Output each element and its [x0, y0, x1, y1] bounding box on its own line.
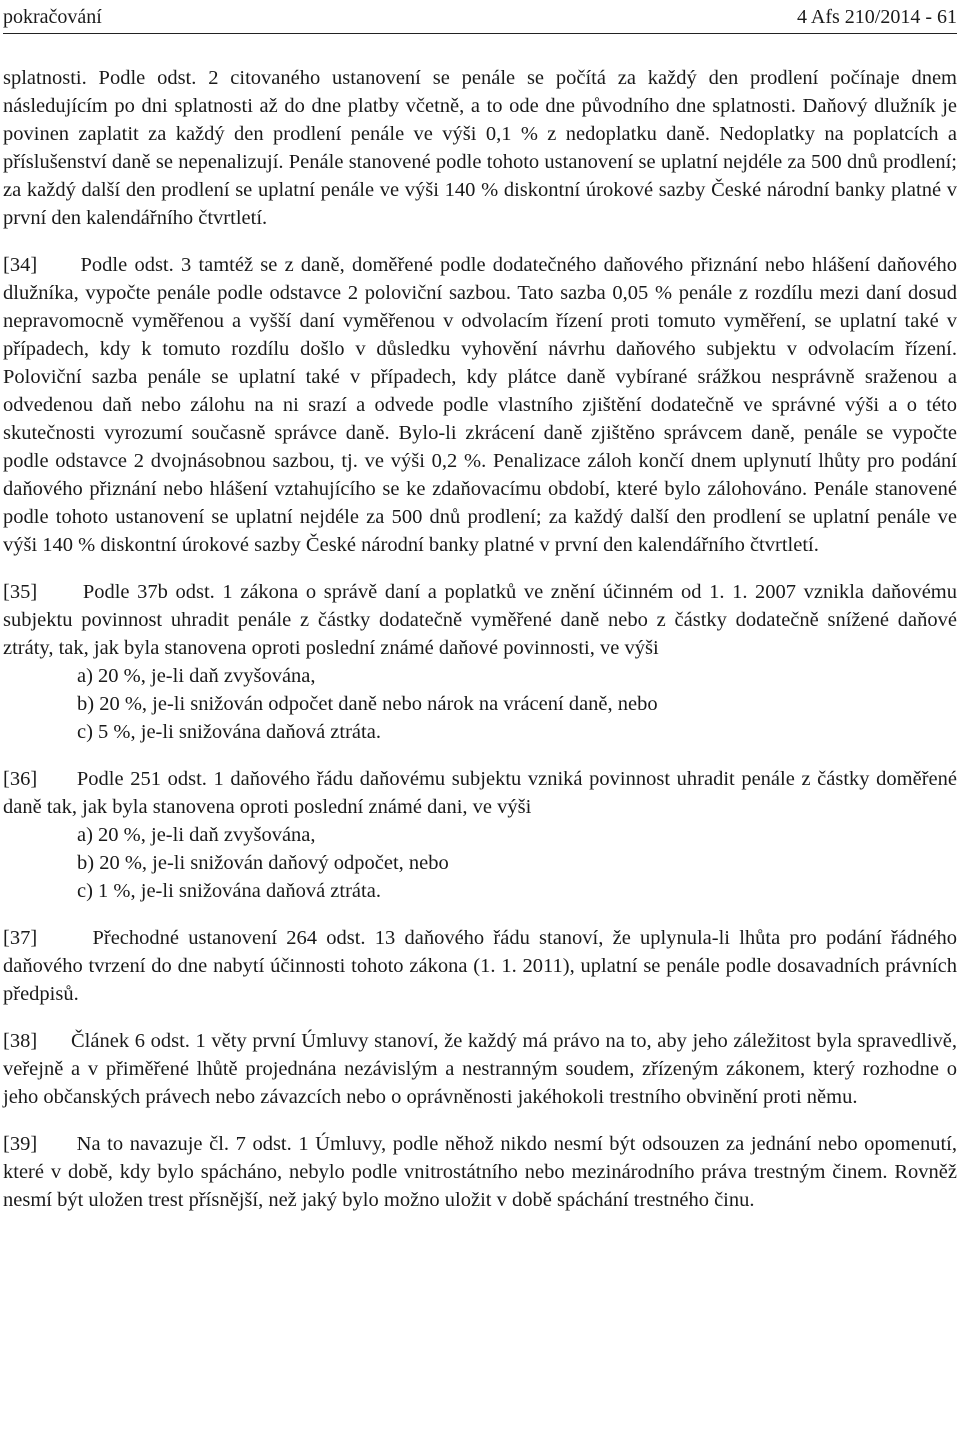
paragraph-number: [34]	[3, 254, 38, 276]
header-continuation: pokračování	[3, 6, 102, 28]
paragraph-text: Na to navazuje čl. 7 odst. 1 Úmluvy, podle něhož nikdo nesmí být odsouzen za jednání nebo opomenutí, které v době, kdy bylo spácháno, nebylo podle vnitrostátního nebo mezinárodního práva trestným činem. Rovněž nesmí být uložen trest přísnější, než jaký bylo možno uložit v době spáchání trestného činu.	[3, 1133, 957, 1211]
paragraph-number: [36]	[3, 768, 38, 790]
paragraph-38	[3, 1027, 957, 1111]
paragraph-text: Článek 6 odst. 1 věty první Úmluvy stanoví, že každý má právo na to, aby jeho záležitost byla spravedlivě, veřejně a v přiměřené lhůtě projednána nezávislým a nestranným soudem, zřízeným zákonem, který rozhodne o jeho občanských právech nebo závazcích nebo o oprávněnosti jakéhokoli trestního obvinění proti němu.	[3, 1030, 957, 1108]
paragraph-number: [39]	[3, 1133, 38, 1155]
paragraph-text: Podle 37b odst. 1 zákona o správě daní a poplatků ve znění účinném od 1. 1. 2007 vznikla daňovému subjektu povinnost uhradit penále z částky dodatečně vyměřené daně nebo z částky dodatečně snížené daňové ztráty, tak, jak byla stanovena oproti poslední známé daňové povinnosti, ve výši	[3, 581, 957, 659]
list-item: a) 20 %, je-li daň zvyšována,	[77, 824, 316, 846]
paragraph-37	[3, 924, 957, 1008]
case-number: 4 Afs 210/2014 - 61	[797, 6, 957, 28]
header-rule	[3, 33, 957, 34]
item-list	[77, 662, 957, 746]
intro-paragraph: splatnosti. Podle odst. 2 citovaného ustanovení se penále se počítá za každý den prodlení počínaje dnem následujícím po dni splatnosti až do dne platby včetně, a to ode dne původního dne splatnosti. Daňový dlužník je povinen zaplatit za každý den prodlení penále ve výši 0,1 % z nedoplatku daně. Nedoplatky na poplatcích a příslušenství daně se nepenalizují. Penále stanovené podle tohoto ustanovení se uplatní nejdéle za 500 dnů prodlení; za každý další den prodlení se uplatní penále ve výši 140 % diskontní úrokové sazby České národní banky platné v první den kalendářního čtvrtletí.	[3, 67, 957, 229]
item-list	[77, 821, 957, 905]
paragraph-text: Přechodné ustanovení 264 odst. 13 daňového řádu stanoví, že uplynula-li lhůta pro podání řádného daňového tvrzení do dne nabytí účinnosti tohoto zákona (1. 1. 2011), uplatní se penále podle dosavadních právních předpisů.	[3, 927, 957, 1005]
paragraph-39	[3, 1130, 957, 1214]
paragraph-text: Podle odst. 3 tamtéž se z daně, doměřené podle dodatečného daňového přiznání nebo hlášení daňového dlužníka, vypočte penále podle odstavce 2 poloviční sazbou. Tato sazba 0,05 % penále z rozdílu mezi daní dosud nepravomocně vyměřenou a vyšší daní vyměřenou v odvolacím řízení proti tomuto vyměření, se uplatní také v případech, kdy k tomuto rozdílu došlo v důsledku vyhovění návrhu daňového subjektu v odvolacím řízení. Poloviční sazba penále se uplatní také v případech, kdy plátce daně vybírané srážkou nesprávně sraženou a odvedenou daň nebo zálohu na ni srazí a odvede podle vlastního zjištění dodatečně ve správné výši a o této skutečnosti vyrozumí současně správce daně. Bylo-li zkrácení daně zjištěno správcem daně, penále se vypočte podle odstavce 2 dvojnásobnou sazbou, tj. ve výši 0,2 %. Penalizace záloh končí dnem uplynutí lhůty pro podání daňového přiznání nebo hlášení vztahujícího se ke zdaňovacímu období, které bylo zálohováno. Penále stanovené podle tohoto ustanovení se uplatní nejdéle za 500 dnů prodlení; za každý další den prodlení se uplatní penále ve výši 140 % diskontní úrokové sazby České národní banky platné v první den kalendářního čtvrtletí.	[3, 254, 957, 556]
paragraph-text: Podle 251 odst. 1 daňového řádu daňovému subjektu vzniká povinnost uhradit penále z částky doměřené daně tak, jak byla stanovena oproti poslední známé dani, ve výši	[3, 768, 957, 818]
document-body	[3, 64, 957, 1233]
paragraph-35	[3, 578, 957, 746]
list-item: c) 1 %, je-li snižována daňová ztráta.	[77, 880, 381, 902]
list-item: c) 5 %, je-li snižována daňová ztráta.	[77, 721, 381, 743]
page-header	[3, 4, 957, 30]
paragraph-36	[3, 765, 957, 905]
paragraph-34	[3, 251, 957, 559]
list-item: b) 20 %, je-li snižován odpočet daně nebo nárok na vrácení daně, nebo	[77, 693, 658, 715]
paragraph-number: [37]	[3, 927, 38, 949]
list-item: b) 20 %, je-li snižován daňový odpočet, nebo	[77, 852, 449, 874]
list-item: a) 20 %, je-li daň zvyšována,	[77, 665, 316, 687]
paragraph-number: [35]	[3, 581, 38, 603]
paragraph-number: [38]	[3, 1030, 38, 1052]
